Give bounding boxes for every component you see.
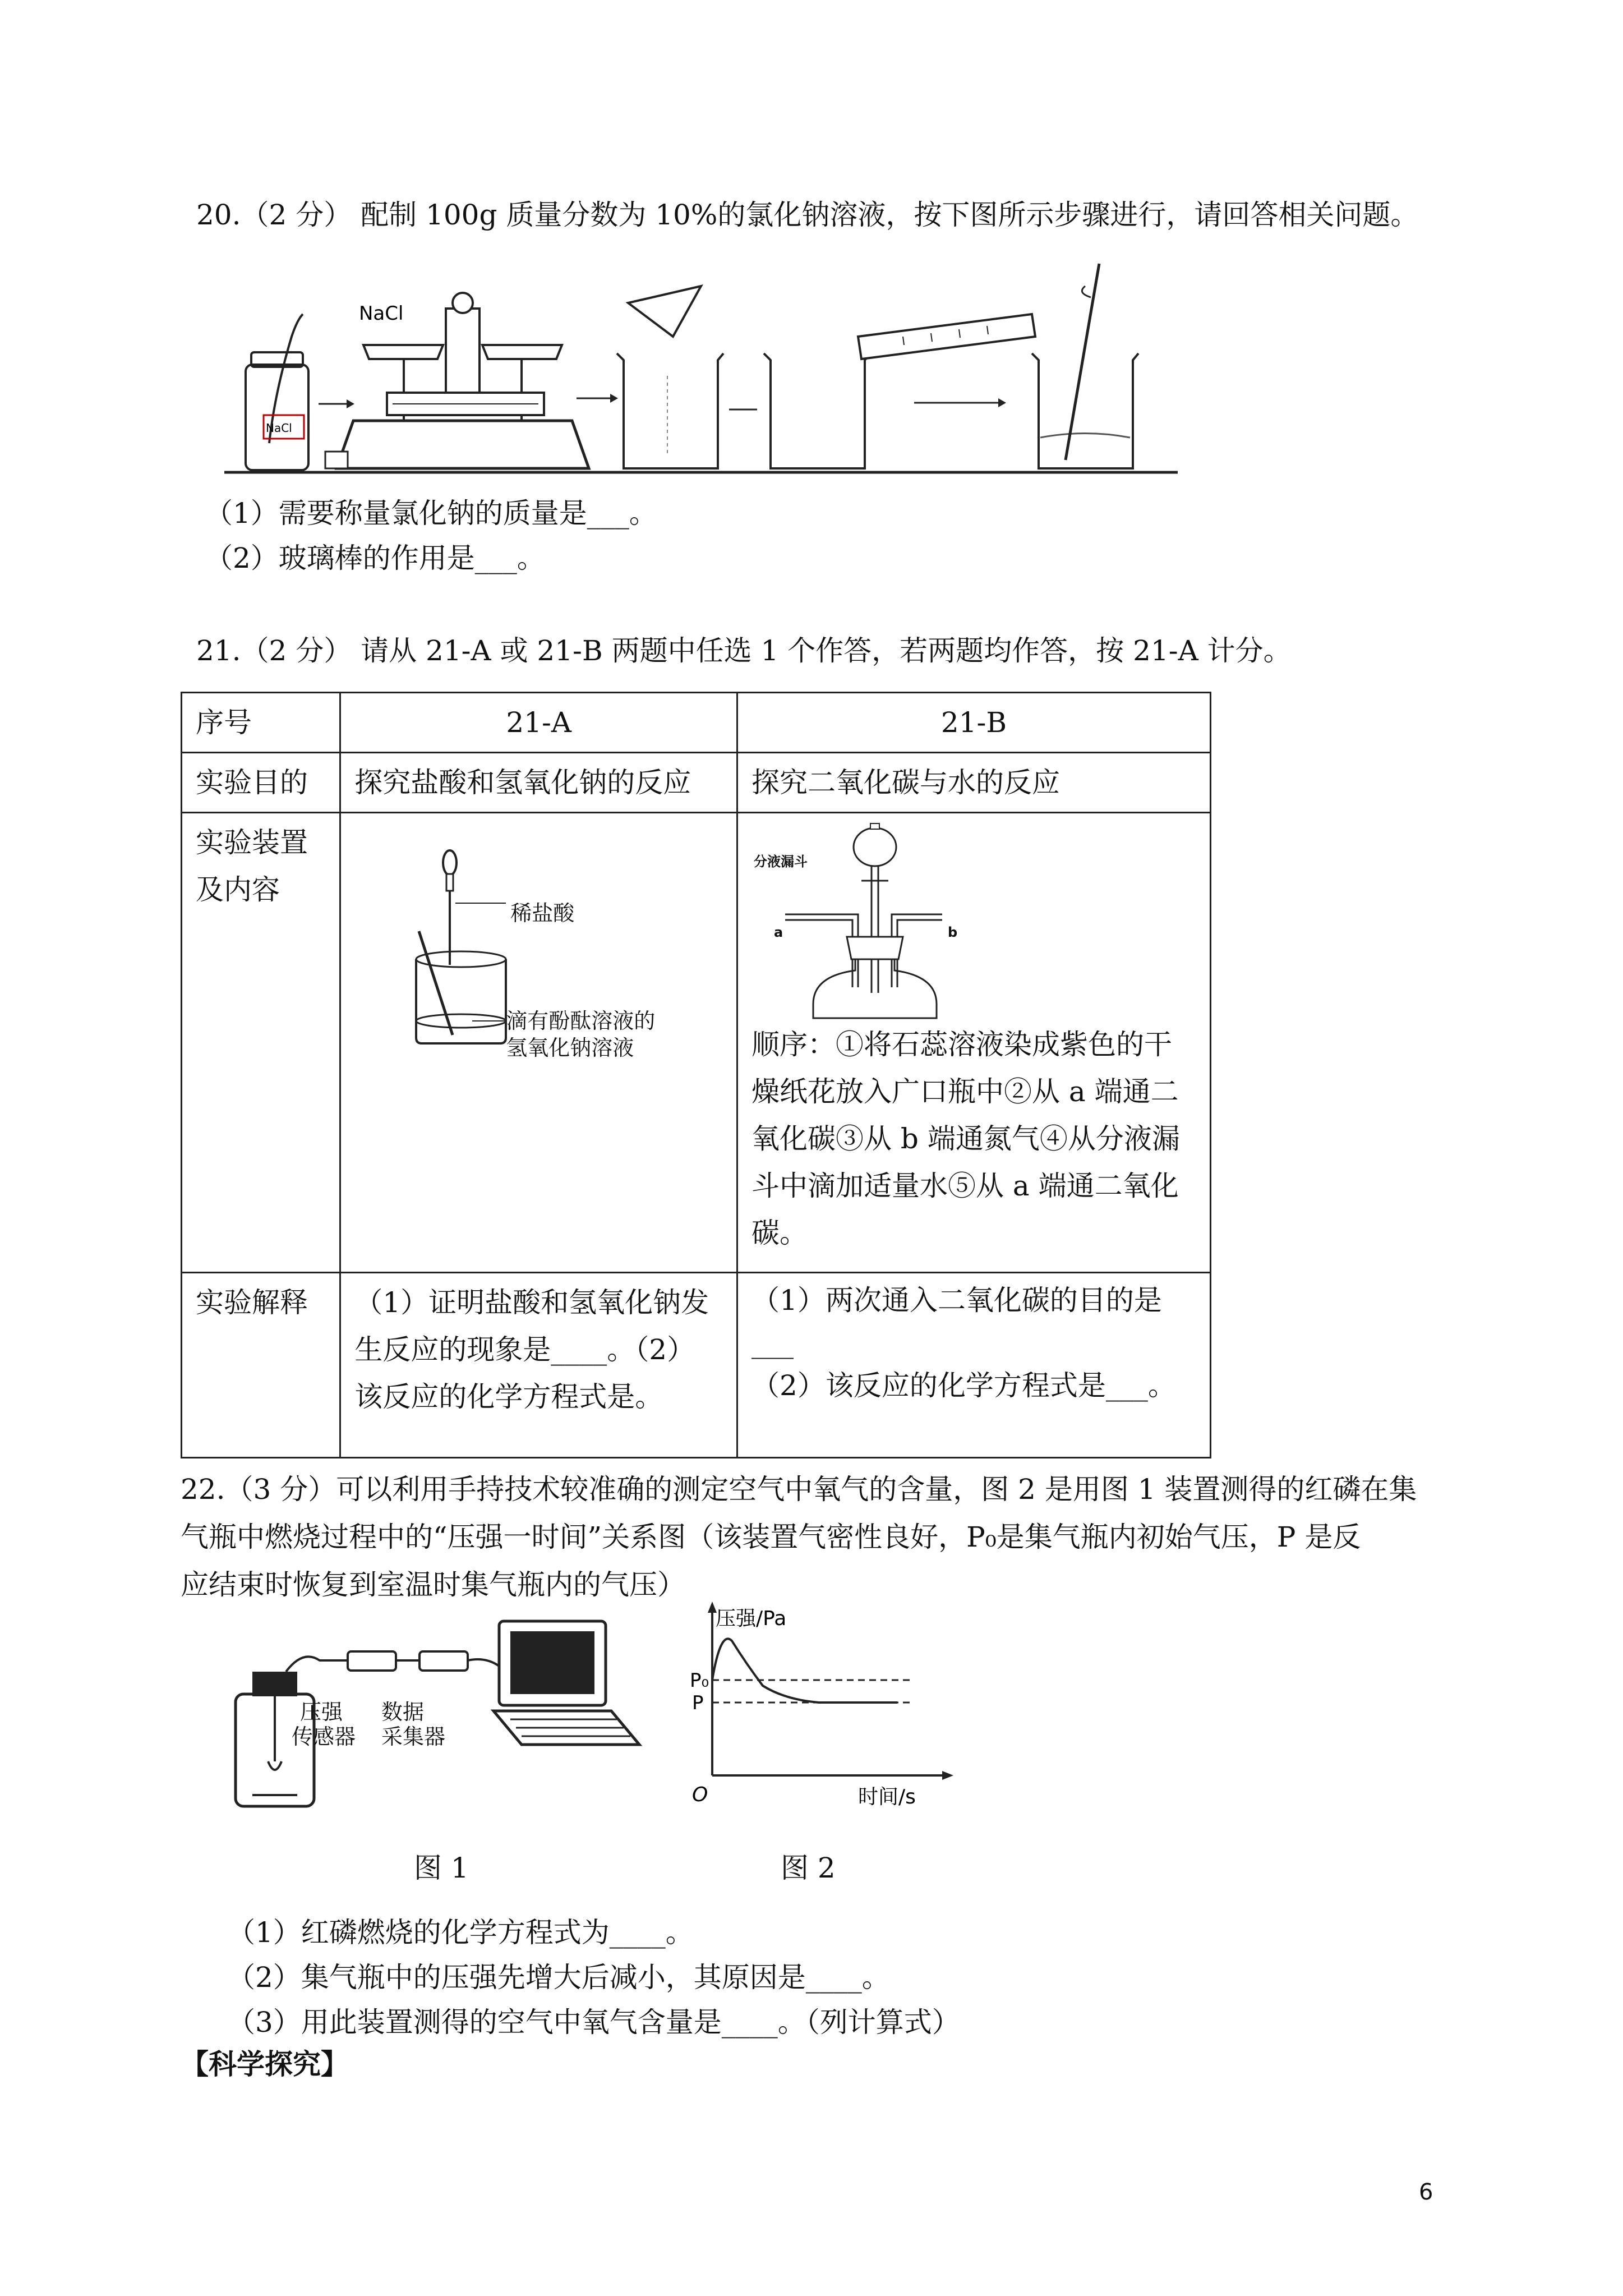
q22-sub3: （3）用此装置测得的空气中氧气含量是____。（列计算式） <box>227 2006 960 2039</box>
co2-water-figure <box>751 819 1195 1021</box>
port-a-label: a <box>774 924 783 940</box>
experiment-table <box>181 692 1211 1458</box>
x-axis-label: 时间/s <box>858 1786 916 1809</box>
table-cell: 实验解释 <box>182 1273 340 1458</box>
table-cell: 探究盐酸和氢氧化钠的反应 <box>340 753 737 813</box>
q20-sub1: （1）需要称量氯化钠的质量是___。 <box>205 497 657 530</box>
collector-label-1: 数据 <box>381 1700 425 1724</box>
figure-1-caption: 图 1 <box>414 1852 469 1884</box>
beaker-stirring <box>1032 264 1138 468</box>
oxygen-apparatus <box>219 1616 656 1818</box>
q22-sub2: （2）集气瓶中的压强先增大后减小，其原因是____。 <box>227 1961 890 1994</box>
explain-b-1: （1）两次通入二氧化碳的目的是___ <box>751 1284 1162 1359</box>
explain-b-2: （2）该反应的化学方程式是___。 <box>751 1369 1176 1402</box>
table-row <box>182 1273 1211 1458</box>
p-label: P <box>692 1692 704 1714</box>
port-b-label: b <box>948 924 958 940</box>
solution-label-1: 滴有酚酞溶液的 <box>506 1009 656 1033</box>
origin-label: O <box>692 1783 708 1806</box>
nacl-label: NaCl <box>359 302 404 325</box>
nacl-jar <box>246 314 308 470</box>
acid-label: 稀盐酸 <box>510 901 575 926</box>
y-axis-label: 压强/Pa <box>716 1607 787 1630</box>
p0-label: P₀ <box>690 1669 709 1692</box>
question-22-line1: 22.（3 分）可以利用手持技术较准确的测定空气中氧气的含量，图 2 是用图 1 装置测得的红磷在集 <box>181 1473 1417 1506</box>
table-cell: 21-A <box>340 693 737 753</box>
table-cell: 21-B <box>737 693 1211 753</box>
section-title: 【科学探究】 <box>181 2048 349 2081</box>
measuring-cylinder <box>858 314 1035 359</box>
table-cell: 实验装置及内容 <box>182 813 340 1273</box>
table-row <box>182 753 1211 813</box>
balance-scale <box>325 293 589 468</box>
explain-a: （1）证明盐酸和氢氧化钠发生反应的现象是____。（2）该反应的化学方程式是。 <box>340 1273 737 1458</box>
beaker-with-paper <box>617 286 723 468</box>
explain-b-cell <box>737 1273 1211 1458</box>
funnel-label: 分液漏斗 <box>754 854 808 869</box>
collector-label-2: 采集器 <box>381 1724 446 1749</box>
figure-1 <box>219 1616 656 1818</box>
jar-label: NaCl <box>266 421 292 435</box>
apparatus-b-cell <box>737 813 1211 1273</box>
apparatus-a <box>354 819 713 1077</box>
pressure-curve <box>712 1639 897 1703</box>
sensor-label-1: 压强 <box>300 1700 343 1724</box>
beaker-receiving <box>764 353 870 468</box>
apparatus-b <box>751 819 1195 1021</box>
figure-2-chart <box>673 1596 965 1809</box>
pressure-time-chart <box>673 1596 965 1809</box>
sensor-label-2: 传感器 <box>292 1724 356 1749</box>
q22-sub1: （1）红磷燃烧的化学方程式为____。 <box>227 1916 694 1949</box>
apparatus-a-cell <box>340 813 737 1273</box>
table-cell: 序号 <box>182 693 340 753</box>
question-22-line3: 应结束时恢复到室温时集气瓶内的气压） <box>181 1568 685 1601</box>
table-row <box>182 693 1211 753</box>
page-number: 6 <box>1419 2179 1433 2205</box>
question-22-line2: 气瓶中燃烧过程中的“压强一时间”关系图（该装置气密性良好，P₀是集气瓶内初始气压，P 是反 <box>181 1521 1361 1553</box>
table-row <box>182 813 1211 1273</box>
q20-sub2: （2）玻璃棒的作用是___。 <box>205 542 545 574</box>
question-21-title: 21.（2 分） 请从 21-A 或 21-B 两题中任选 1 个作答，若两题均作答，按 21-A 计分。 <box>196 634 1292 667</box>
solution-label-2: 氢氧化钠溶液 <box>506 1036 634 1060</box>
table-cell: 实验目的 <box>182 753 340 813</box>
question-20-title: 20.（2 分） 配制 100g 质量分数为 10%的氯化钠溶液，按下图所示步骤进行，请回答相关问题。 <box>196 199 1419 231</box>
table-cell: 探究二氧化碳与水的反应 <box>737 753 1211 813</box>
procedure-text: 顺序：①将石蕊溶液染成紫色的干燥纸花放入广口瓶中②从 a 端通二氧化碳③从 b 端通氮气④从分液漏斗中滴加适量水⑤从 a 端通二氧化碳。 <box>751 1028 1180 1249</box>
solution-preparation-figure <box>224 252 1189 482</box>
figure-2-caption: 图 2 <box>781 1852 836 1884</box>
